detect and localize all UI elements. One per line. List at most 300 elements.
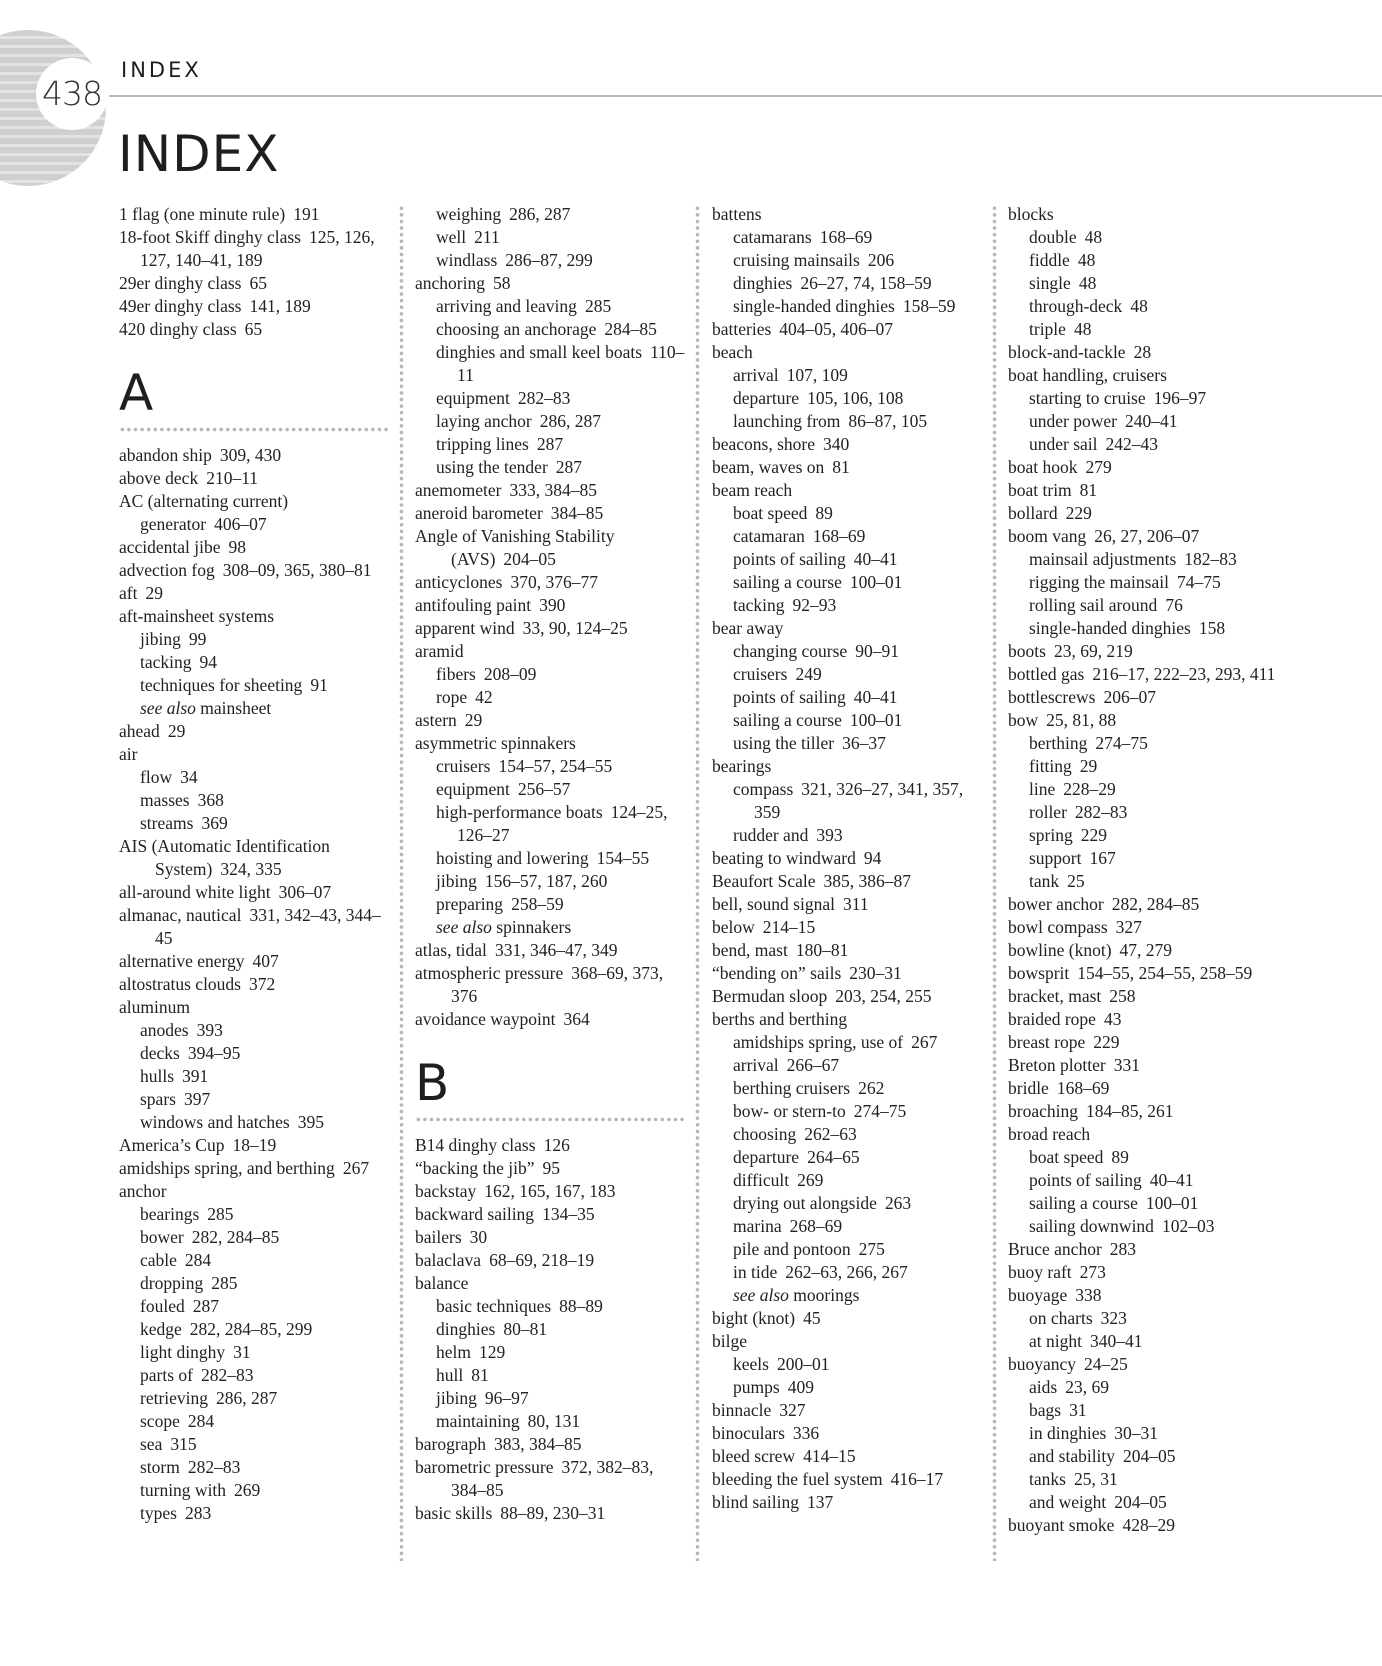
entry-page-refs: 393 — [816, 825, 843, 845]
index-entry — [119, 203, 389, 226]
index-subentry — [415, 203, 685, 226]
index-subentry — [415, 847, 685, 870]
index-entry — [1008, 1100, 1278, 1123]
entry-page-refs: 107, 109 — [786, 365, 848, 385]
entry-term: turning with — [140, 1480, 227, 1500]
entry-page-refs: 141, 189 — [249, 296, 311, 316]
entry-term: triple — [1029, 319, 1066, 339]
entry-term: “bending on” sails — [712, 963, 842, 983]
entry-page-refs: 33, 90, 124–25 — [522, 618, 628, 638]
entry-page-refs: 28 — [1133, 342, 1152, 362]
entry-term: barograph — [415, 1434, 486, 1454]
entry-term: binnacle — [712, 1400, 772, 1420]
entry-term: asymmetric spinnakers — [415, 733, 576, 753]
entry-page-refs: 282–83 — [517, 388, 571, 408]
entry-page-refs: 31 — [1069, 1400, 1087, 1420]
entry-page-refs: 287 — [536, 434, 564, 454]
entry-term: light dinghy — [140, 1342, 226, 1362]
entry-term: buoy raft — [1008, 1262, 1072, 1282]
entry-page-refs: 340–41 — [1089, 1331, 1143, 1351]
entry-page-refs: 364 — [563, 1009, 590, 1029]
entry-page-refs: 397 — [183, 1089, 211, 1109]
entry-page-refs: 23, 69 — [1065, 1377, 1109, 1397]
entry-term: bags — [1029, 1400, 1062, 1420]
entry-page-refs: 267 — [342, 1158, 370, 1178]
index-entry — [415, 1157, 685, 1180]
entry-term: through-deck — [1029, 296, 1123, 316]
entry-page-refs: 105, 106, 108 — [807, 388, 904, 408]
index-subentry — [712, 295, 982, 318]
index-subentry — [1008, 1169, 1278, 1192]
entry-page-refs: 23, 69, 219 — [1053, 641, 1133, 661]
entry-page-refs: 40–41 — [1149, 1170, 1194, 1190]
entry-term: boat trim — [1008, 480, 1072, 500]
entry-term: tanks — [1029, 1469, 1066, 1489]
entry-term: bear away — [712, 618, 784, 638]
entry-page-refs: 81 — [832, 457, 850, 477]
entry-page-refs: 258–59 — [511, 894, 564, 914]
entry-page-refs: 206–07 — [1103, 687, 1156, 707]
entry-page-refs: 154–55 — [596, 848, 650, 868]
entry-term: at night — [1029, 1331, 1082, 1351]
entry-term: aids — [1029, 1377, 1058, 1397]
index-subentry — [712, 1054, 982, 1077]
index-entry — [1008, 502, 1278, 525]
entry-page-refs: 211 — [474, 227, 500, 247]
entry-term: Bermudan sloop — [712, 986, 828, 1006]
entry-page-refs: 404–05, 406–07 — [779, 319, 894, 339]
entry-page-refs: 409 — [787, 1377, 814, 1397]
entry-term: support — [1029, 848, 1082, 868]
index-subentry — [119, 766, 389, 789]
entry-term: beacons, shore — [712, 434, 816, 454]
entry-page-refs: 134–35 — [542, 1204, 595, 1224]
entry-page-refs: 394–95 — [187, 1043, 241, 1063]
entry-term: blind sailing — [712, 1492, 800, 1512]
index-subentry — [119, 1433, 389, 1456]
index-subentry — [119, 1456, 389, 1479]
index-entry — [1008, 939, 1278, 962]
index-entry — [712, 1399, 982, 1422]
entry-page-refs: 196–97 — [1153, 388, 1207, 408]
index-subentry — [119, 1387, 389, 1410]
entry-page-refs: 264–65 — [807, 1147, 860, 1167]
entry-term: boat speed — [733, 503, 808, 523]
index-subentry — [712, 1261, 982, 1284]
entry-term: points of sailing — [733, 549, 846, 569]
entry-term: aneroid barometer — [415, 503, 543, 523]
index-entry — [119, 444, 389, 467]
entry-term: hull — [436, 1365, 464, 1385]
index-subentry — [712, 1123, 982, 1146]
entry-page-refs: 283 — [1109, 1239, 1137, 1259]
index-subentry — [712, 1353, 982, 1376]
entry-term: line — [1029, 779, 1056, 799]
entry-term: bracket, mast — [1008, 986, 1102, 1006]
index-subentry — [119, 1226, 389, 1249]
entry-term: bower anchor — [1008, 894, 1104, 914]
entry-term: hoisting and lowering — [436, 848, 589, 868]
entry-page-refs: 124–25, 126–27 — [457, 802, 668, 845]
index-subentry — [119, 1272, 389, 1295]
index-entry — [1008, 364, 1278, 387]
entry-page-refs: 210–11 — [206, 468, 259, 488]
entry-page-refs: 372, 382–83, 384–85 — [451, 1457, 654, 1500]
entry-page-refs: 327 — [779, 1400, 806, 1420]
index-entry — [119, 605, 389, 628]
entry-page-refs: 88–89, 230–31 — [500, 1503, 606, 1523]
entry-page-refs: 154–55, 254–55, 258–59 — [1077, 963, 1253, 983]
index-entry — [712, 341, 982, 364]
index-entry — [415, 1272, 685, 1295]
entry-term: sea — [140, 1434, 163, 1454]
index-entry — [415, 272, 685, 295]
index-subentry — [712, 525, 982, 548]
index-entry — [712, 985, 982, 1008]
entry-page-refs: 324, 335 — [220, 859, 282, 879]
index-entry — [712, 1008, 982, 1031]
entry-term: boat handling, cruisers — [1008, 365, 1167, 385]
entry-page-refs: 384–85 — [550, 503, 604, 523]
index-column-3 — [712, 203, 982, 1514]
entry-term: aft — [119, 583, 138, 603]
entry-term: bridle — [1008, 1078, 1049, 1098]
entry-term: cruisers — [436, 756, 491, 776]
entry-page-refs: 282, 284–85, 299 — [189, 1319, 313, 1339]
entry-page-refs: 338 — [1075, 1285, 1102, 1305]
entry-term: bell, sound signal — [712, 894, 835, 914]
index-entry — [415, 640, 685, 663]
entry-page-refs: 275 — [858, 1239, 885, 1259]
index-subentry — [712, 387, 982, 410]
entry-page-refs: 323 — [1100, 1308, 1127, 1328]
entry-term: sailing a course — [733, 710, 842, 730]
index-entry — [415, 1456, 685, 1502]
entry-term: atmospheric pressure — [415, 963, 564, 983]
entry-page-refs: 369 — [201, 813, 228, 833]
entry-term: choosing an anchorage — [436, 319, 597, 339]
entry-page-refs: 65 — [244, 319, 263, 339]
entry-term: accidental jibe — [119, 537, 221, 557]
entry-page-refs: 36–37 — [842, 733, 886, 753]
entry-term: altostratus clouds — [119, 974, 241, 994]
entry-page-refs: 100–01 — [849, 710, 903, 730]
entry-term: cruisers — [733, 664, 788, 684]
entry-term: tripping lines — [436, 434, 529, 454]
entry-term: “backing the jib” — [415, 1158, 535, 1178]
entry-page-refs: 416–17 — [890, 1469, 944, 1489]
index-entry — [415, 502, 685, 525]
entry-term: keels — [733, 1354, 769, 1374]
entry-page-refs: 283 — [184, 1503, 212, 1523]
entry-term: well — [436, 227, 467, 247]
entry-term: starting to cruise — [1029, 388, 1146, 408]
entry-term: boots — [1008, 641, 1046, 661]
index-entry — [1008, 1514, 1278, 1537]
index-subentry — [1008, 824, 1278, 847]
index-subentry — [415, 295, 685, 318]
entry-page-refs: 285 — [584, 296, 612, 316]
entry-term: tacking — [733, 595, 785, 615]
entry-page-refs: 268–69 — [789, 1216, 843, 1236]
index-entry — [415, 1249, 685, 1272]
entry-page-refs: 92–93 — [792, 595, 837, 615]
index-subentry — [119, 1295, 389, 1318]
entry-page-refs: 48 — [1077, 250, 1096, 270]
index-entry — [415, 1008, 685, 1031]
index-subentry — [712, 663, 982, 686]
entry-page-refs: 385, 386–87 — [823, 871, 911, 891]
entry-term: single-handed dinghies — [1029, 618, 1191, 638]
index-subentry — [119, 1410, 389, 1433]
index-subentry — [712, 571, 982, 594]
index-entry — [415, 594, 685, 617]
entry-page-refs: 95 — [542, 1158, 561, 1178]
index-subentry — [712, 1146, 982, 1169]
index-subentry — [1008, 732, 1278, 755]
entry-term: balance — [415, 1273, 469, 1293]
index-entry — [1008, 985, 1278, 1008]
entry-page-refs: 406–07 — [214, 514, 267, 534]
entry-page-refs: 282, 284–85 — [1111, 894, 1200, 914]
entry-page-refs: 40–41 — [853, 687, 898, 707]
index-entry — [119, 973, 389, 996]
entry-page-refs: 282–83 — [1074, 802, 1128, 822]
entry-term: types — [140, 1503, 177, 1523]
index-subentry — [119, 1249, 389, 1272]
entry-page-refs: 125, 126, 127, 140–41, 189 — [140, 227, 375, 270]
index-subentry — [415, 456, 685, 479]
column-divider — [695, 205, 700, 1561]
entry-page-refs: 428–29 — [1122, 1515, 1175, 1535]
index-entry — [712, 755, 982, 778]
entry-term: beam, waves on — [712, 457, 825, 477]
entry-term: bight (knot) — [712, 1308, 796, 1328]
index-subentry — [1008, 801, 1278, 824]
entry-page-refs: 68–69, 218–19 — [489, 1250, 595, 1270]
entry-term: berthing — [1029, 733, 1088, 753]
entry-page-refs: 216–17, 222–23, 293, 411 — [1092, 664, 1276, 684]
header-rule — [109, 95, 1382, 97]
index-entry — [415, 732, 685, 755]
entry-page-refs: 390 — [539, 595, 566, 615]
entry-term: bend, mast — [712, 940, 788, 960]
entry-term: bleed screw — [712, 1446, 796, 1466]
column-divider — [992, 205, 997, 1561]
entry-term: amidships spring, and berthing — [119, 1158, 335, 1178]
see-also-entry — [712, 1284, 982, 1307]
entry-term: beating to windward — [712, 848, 856, 868]
index-entry — [1008, 1123, 1278, 1146]
entry-term: dinghies and small keel boats — [436, 342, 643, 362]
index-entry — [1008, 893, 1278, 916]
index-subentry — [1008, 1491, 1278, 1514]
index-subentry — [712, 502, 982, 525]
page-number: 438 — [42, 74, 102, 113]
entry-term: berths and berthing — [712, 1009, 848, 1029]
index-subentry — [712, 594, 982, 617]
entry-term: Breton plotter — [1008, 1055, 1106, 1075]
index-entry — [415, 1226, 685, 1249]
entry-term: apparent wind — [415, 618, 515, 638]
entry-page-refs: 48 — [1084, 227, 1103, 247]
entry-page-refs: 34 — [180, 767, 198, 787]
index-subentry — [712, 709, 982, 732]
entry-page-refs: 48 — [1073, 319, 1092, 339]
index-subentry — [119, 1318, 389, 1341]
entry-page-refs: 240–41 — [1124, 411, 1178, 431]
entry-page-refs: 30–31 — [1114, 1423, 1159, 1443]
index-entry — [119, 1157, 389, 1180]
entry-term: catamarans — [733, 227, 812, 247]
entry-page-refs: 18–19 — [232, 1135, 277, 1155]
index-entry — [415, 525, 685, 571]
index-subentry — [415, 226, 685, 249]
entry-page-refs: 168–69 — [819, 227, 873, 247]
index-subentry — [1008, 1146, 1278, 1169]
entry-term: blocks — [1008, 204, 1054, 224]
index-subentry — [1008, 1330, 1278, 1353]
entry-term: basic techniques — [436, 1296, 552, 1316]
entry-page-refs: 184–85, 261 — [1085, 1101, 1174, 1121]
entry-term: rope — [436, 687, 468, 707]
see-also-label: see also — [436, 917, 492, 937]
entry-page-refs: 126 — [543, 1135, 570, 1155]
index-entry — [1008, 203, 1278, 226]
index-subentry — [712, 249, 982, 272]
entry-page-refs: 29 — [145, 583, 163, 603]
entry-page-refs: 286, 287 — [509, 204, 571, 224]
index-subentry — [1008, 1307, 1278, 1330]
index-column-1 — [119, 203, 389, 1525]
entry-term: decks — [140, 1043, 180, 1063]
entry-page-refs: 229 — [1080, 825, 1107, 845]
index-subentry — [712, 1376, 982, 1399]
index-subentry — [712, 1192, 982, 1215]
entry-page-refs: 89 — [1111, 1147, 1129, 1167]
index-subentry — [1008, 847, 1278, 870]
entry-page-refs: 90–91 — [855, 641, 899, 661]
entry-term: rigging the mainsail — [1029, 572, 1169, 592]
entry-page-refs: 40–41 — [853, 549, 898, 569]
index-subentry — [1008, 295, 1278, 318]
entry-term: anchor — [119, 1181, 167, 1201]
entry-term: windlass — [436, 250, 498, 270]
entry-term: retrieving — [140, 1388, 209, 1408]
entry-term: braided rope — [1008, 1009, 1096, 1029]
index-entry — [415, 1502, 685, 1525]
entry-term: points of sailing — [733, 687, 846, 707]
entry-term: advection fog — [119, 560, 215, 580]
index-subentry — [415, 1318, 685, 1341]
entry-page-refs: 48 — [1078, 273, 1097, 293]
entry-page-refs: 96–97 — [484, 1388, 529, 1408]
index-entry — [1008, 1284, 1278, 1307]
section-dotted-rule — [119, 427, 389, 432]
entry-term: sailing downwind — [1029, 1216, 1154, 1236]
entry-page-refs: 158 — [1198, 618, 1226, 638]
entry-term: using the tiller — [733, 733, 835, 753]
index-entry — [415, 1433, 685, 1456]
entry-page-refs: 168–69 — [1056, 1078, 1110, 1098]
entry-page-refs: 25, 31 — [1073, 1469, 1118, 1489]
index-subentry — [415, 1341, 685, 1364]
index-entry — [1008, 456, 1278, 479]
entry-page-refs: 88–89 — [559, 1296, 603, 1316]
index-entry — [1008, 1261, 1278, 1284]
entry-page-refs: 99 — [188, 629, 207, 649]
index-subentry — [415, 410, 685, 433]
entry-term: beam reach — [712, 480, 793, 500]
entry-term: bilge — [712, 1331, 747, 1351]
index-subentry — [415, 249, 685, 272]
index-entry — [1008, 1054, 1278, 1077]
entry-term: dropping — [140, 1273, 204, 1293]
entry-page-refs: 282–83 — [200, 1365, 254, 1385]
entry-page-refs: 282, 284–85 — [191, 1227, 280, 1247]
entry-page-refs: 162, 165, 167, 183 — [484, 1181, 616, 1201]
entry-term: drying out alongside — [733, 1193, 877, 1213]
index-entry — [119, 743, 389, 766]
index-subentry — [119, 628, 389, 651]
entry-term: sailing a course — [733, 572, 842, 592]
section-letter-heading: B — [415, 1054, 450, 1112]
entry-term: buoyant smoke — [1008, 1515, 1115, 1535]
entry-term: below — [712, 917, 755, 937]
entry-page-refs: 229 — [1065, 503, 1092, 523]
entry-page-refs: 110–11 — [457, 342, 685, 385]
entry-page-refs: 204–05 — [1114, 1492, 1167, 1512]
index-entry — [415, 709, 685, 732]
index-subentry — [119, 1364, 389, 1387]
index-entry — [712, 617, 982, 640]
entry-term: flow — [140, 767, 173, 787]
entry-page-refs: 94 — [199, 652, 218, 672]
entry-page-refs: 76 — [1165, 595, 1183, 615]
index-subentry — [712, 824, 982, 847]
index-entry — [712, 916, 982, 939]
index-entry — [712, 318, 982, 341]
entry-term: aft-mainsheet systems — [119, 606, 275, 626]
see-also-label: see also — [733, 1285, 789, 1305]
index-entry — [1008, 686, 1278, 709]
entry-term: boat hook — [1008, 457, 1078, 477]
entry-term: fiddle — [1029, 250, 1070, 270]
entry-page-refs: 393 — [196, 1020, 223, 1040]
entry-term: anodes — [140, 1020, 189, 1040]
entry-term: techniques for sheeting — [140, 675, 303, 695]
entry-term: bower — [140, 1227, 184, 1247]
entry-term: and stability — [1029, 1446, 1116, 1466]
entry-term: scope — [140, 1411, 180, 1431]
index-subentry — [415, 663, 685, 686]
index-entry — [1008, 640, 1278, 663]
index-entry — [712, 1445, 982, 1468]
index-subentry — [1008, 594, 1278, 617]
entry-term: bowl compass — [1008, 917, 1108, 937]
entry-page-refs: 26, 27, 206–07 — [1094, 526, 1200, 546]
index-subentry — [712, 364, 982, 387]
entry-term: all-around white light — [119, 882, 271, 902]
section-dotted-rule — [415, 1117, 685, 1122]
entry-term: ahead — [119, 721, 160, 741]
entry-page-refs: 94 — [863, 848, 882, 868]
index-entry — [415, 1180, 685, 1203]
entry-term: weighing — [436, 204, 502, 224]
entry-term: bowsprit — [1008, 963, 1070, 983]
index-subentry — [1008, 1445, 1278, 1468]
entry-term: masses — [140, 790, 190, 810]
